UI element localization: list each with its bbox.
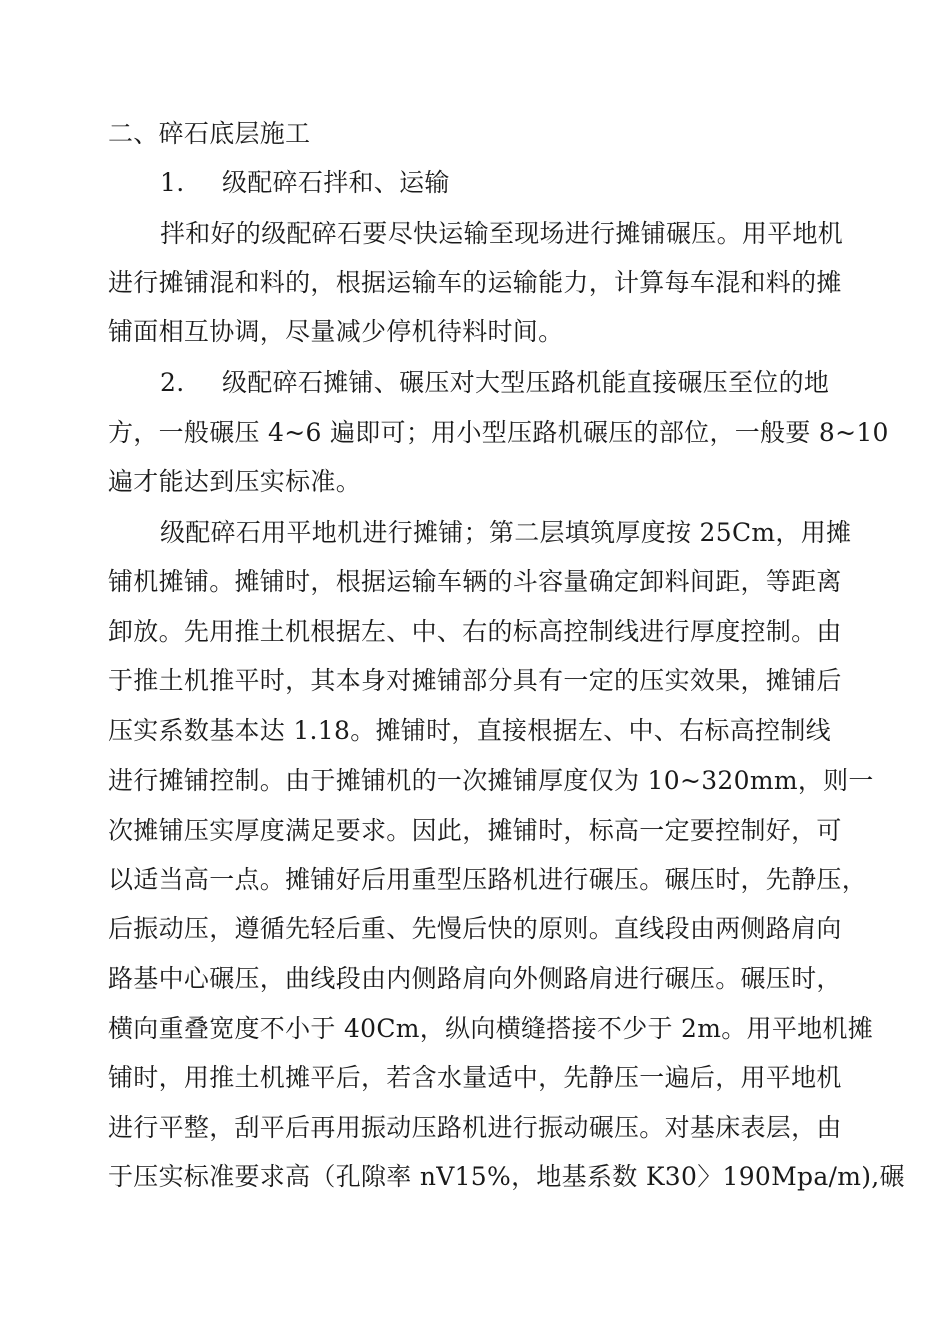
para3-line: 后振动压，遵循先轻后重、先慢后快的原则。直线段由两侧路肩向 (108, 914, 842, 943)
para1-line: 铺面相互协调，尽量减少停机待料时间。 (108, 317, 564, 346)
para3-line: 压实系数基本达 1.18。摊铺时，直接根据左、中、右标高控制线 (108, 716, 831, 745)
item-2-number: 2. (160, 368, 185, 397)
para3-line: 横向重叠宽度不小于 40Cm，纵向横缝搭接不少于 2m。用平地机摊 (108, 1014, 874, 1043)
item-1-number: 1. (160, 168, 185, 197)
item-1-title: 级配碎石拌和、运输 (222, 168, 450, 197)
para3-line: 次摊铺压实厚度满足要求。因此，摊铺时，标高一定要控制好，可 (108, 816, 842, 845)
para3-line: 进行摊铺控制。由于摊铺机的一次摊铺厚度仅为 10~320mm，则一 (108, 766, 874, 795)
item-2-heading (160, 368, 829, 398)
para3-line: 级配碎石用平地机进行摊铺；第二层填筑厚度按 25Cm，用摊 (160, 518, 852, 547)
para3-line: 于压实标准要求高（孔隙率 nV15%，地基系数 K30〉190Mpa/m),碾 (108, 1162, 905, 1191)
para3-line: 卸放。先用推土机根据左、中、右的标高控制线进行厚度控制。由 (108, 617, 842, 646)
para3-line: 进行平整，刮平后再用振动压路机进行振动碾压。对基床表层，由 (108, 1113, 842, 1142)
para3-line: 铺机摊铺。摊铺时，根据运输车辆的斗容量确定卸料间距，等距离 (108, 567, 842, 596)
section-heading: 二、碎石底层施工 (108, 119, 311, 148)
item-2-line: 方，一般碾压 4~6 遍即可；用小型压路机碾压的部位，一般要 8~10 (108, 418, 889, 447)
para3-line: 于推土机推平时，其本身对摊铺部分具有一定的压实效果，摊铺后 (108, 666, 842, 695)
item-2-line: 级配碎石摊铺、碾压对大型压路机能直接碾压至位的地 (222, 368, 830, 397)
para1-line: 拌和好的级配碎石要尽快运输至现场进行摊铺碾压。用平地机 (160, 219, 844, 248)
para3-line: 以适当高一点。摊铺好后用重型压路机进行碾压。碾压时，先静压， (108, 865, 868, 894)
para3-line: 路基中心碾压，曲线段由内侧路肩向外侧路肩进行碾压。碾压时， (108, 964, 842, 993)
item-1-heading (160, 168, 450, 198)
para3-line: 铺时，用推土机摊平后，若含水量适中，先静压一遍后，用平地机 (108, 1063, 842, 1092)
item-2-line: 遍才能达到压实标准。 (108, 467, 362, 496)
para1-line: 进行摊铺混和料的，根据运输车的运输能力，计算每车混和料的摊 (108, 268, 842, 297)
